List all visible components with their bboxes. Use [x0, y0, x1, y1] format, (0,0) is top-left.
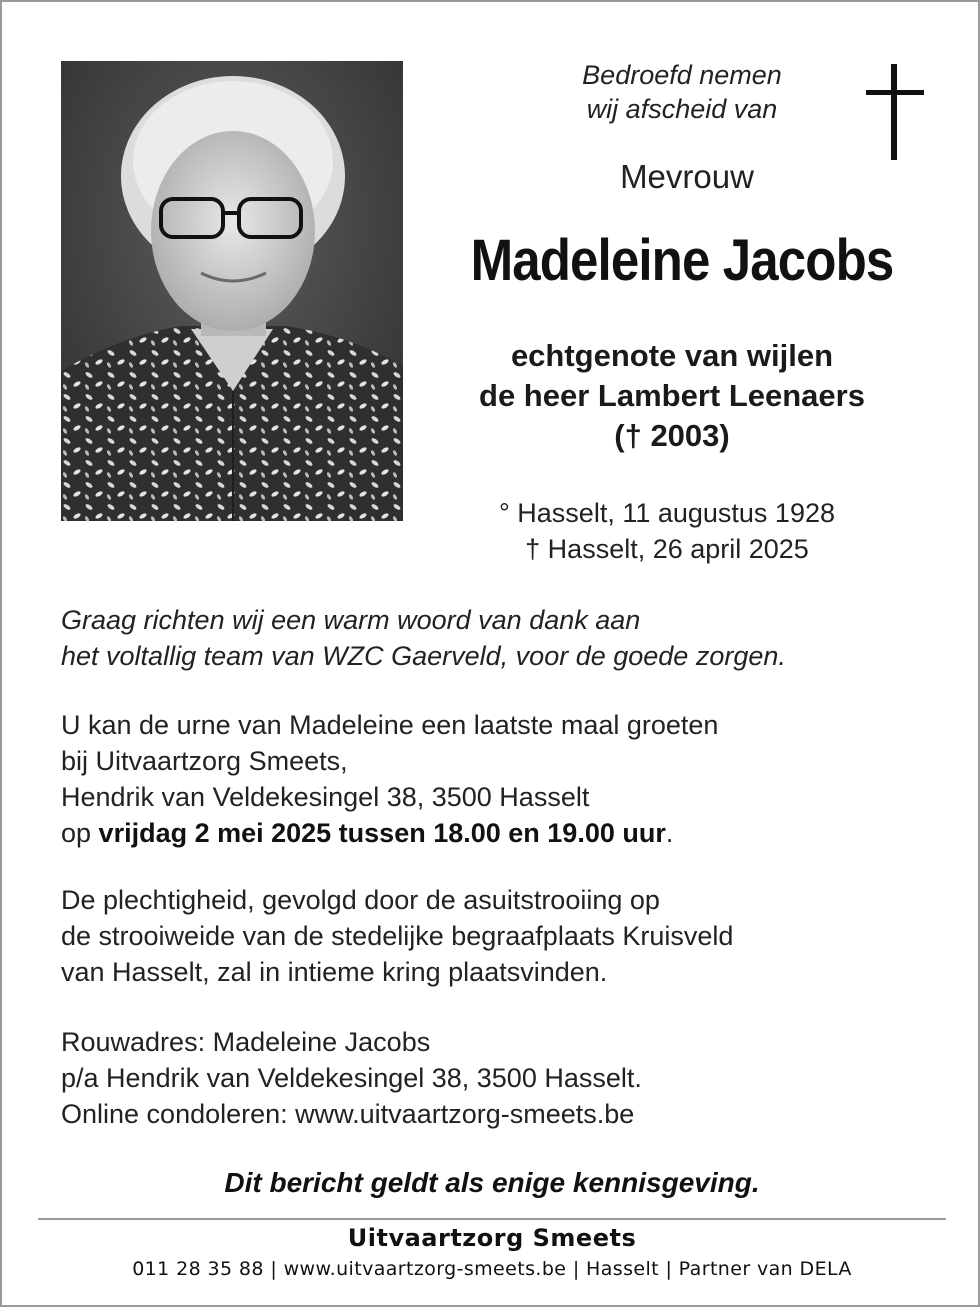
- intro-line: wij afscheid van: [586, 94, 778, 124]
- title-mevrouw: Mevrouw: [620, 158, 754, 195]
- death-date: † Hasselt, 26 april 2025: [525, 534, 809, 564]
- spouse-info: [412, 336, 932, 456]
- urn-date-time: vrijdag 2 mei 2025 tussen 18.00 en 19.00 uur: [98, 818, 666, 848]
- ceremony-line: van Hasselt, zal in intieme kring plaatsvinden.: [61, 957, 608, 987]
- birth-date: ° Hasselt, 11 augustus 1928: [498, 498, 835, 528]
- urn-paragraph: [61, 707, 718, 851]
- deceased-name: Madeleine Jacobs: [470, 228, 894, 293]
- latin-cross-icon: [866, 64, 924, 160]
- urn-date-suffix: .: [665, 818, 674, 848]
- spouse-line: echtgenote van wijlen: [510, 338, 834, 373]
- ceremony-line: De plechtigheid, gevolgd door de asuitstrooiing op: [61, 885, 660, 915]
- footer-divider: [38, 1218, 946, 1220]
- urn-line: U kan de urne van Madeleine een laatste maal groeten: [61, 710, 719, 740]
- company-name: Uitvaartzorg Smeets: [347, 1224, 637, 1252]
- urn-date-prefix: op: [61, 818, 99, 848]
- urn-line: [61, 815, 718, 851]
- urn-line: bij Uitvaartzorg Smeets,: [61, 746, 348, 776]
- address-line: p/a Hendrik van Veldekesingel 38, 3500 Hasselt.: [61, 1063, 642, 1093]
- condolence-link[interactable]: Online condoleren: www.uitvaartzorg-smeets.be: [61, 1099, 635, 1129]
- intro-text: [522, 58, 842, 126]
- notice-text: Dit bericht geldt als enige kennisgeving.: [224, 1167, 760, 1198]
- ceremony-line: de strooiweide van de stedelijke begraafplaats Kruisveld: [61, 921, 734, 951]
- intro-line: Bedroefd nemen: [582, 60, 782, 90]
- company-contact: 011 28 35 88 | www.uitvaartzorg-smeets.be | Hasselt | Partner van DELA: [132, 1258, 852, 1280]
- thanks-paragraph: [61, 602, 786, 674]
- spouse-line: († 2003): [614, 418, 730, 453]
- portrait-photo: [61, 61, 403, 521]
- spouse-line: de heer Lambert Leenaers: [479, 378, 865, 413]
- ceremony-paragraph: [61, 882, 733, 990]
- address-line: Rouwadres: Madeleine Jacobs: [61, 1027, 431, 1057]
- life-dates: [432, 495, 902, 567]
- urn-line: Hendrik van Veldekesingel 38, 3500 Hasselt: [61, 782, 590, 812]
- thanks-line: het voltallig team van WZC Gaerveld, voor de goede zorgen.: [61, 641, 786, 671]
- thanks-line: Graag richten wij een warm woord van dank aan: [61, 605, 641, 635]
- address-paragraph: [61, 1024, 642, 1132]
